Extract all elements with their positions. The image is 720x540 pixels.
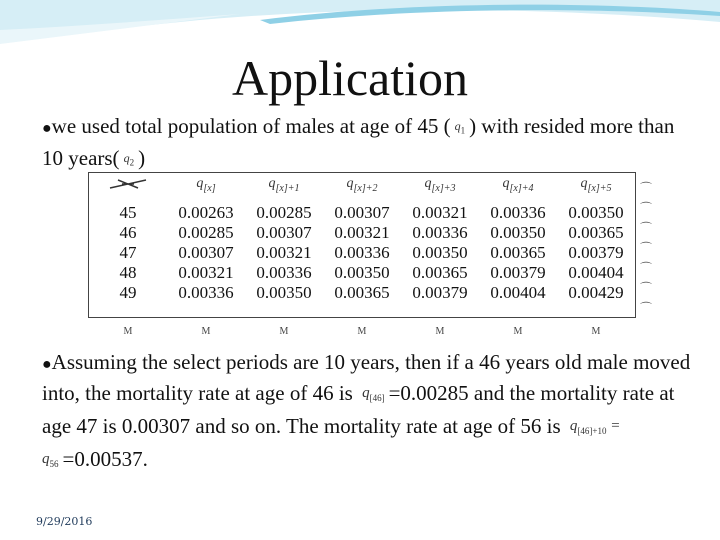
- age-header-symbol: [89, 176, 167, 197]
- mortality-table: [88, 172, 636, 318]
- table-cell: 0.00321: [178, 263, 234, 282]
- bullet1-text-c: ): [138, 146, 146, 171]
- rate-column-5: [557, 173, 635, 319]
- side-mark: ⌒: [640, 201, 653, 215]
- table-cell: 0.00365: [490, 243, 546, 262]
- table-side-marks: [640, 178, 654, 318]
- side-mark: ⌒: [640, 221, 653, 235]
- table-cell: 0.00336: [334, 243, 390, 262]
- table-cell: 0.00379: [412, 283, 468, 302]
- column-foot-mark: M: [435, 326, 445, 337]
- table-cell: 0.00263: [178, 203, 234, 222]
- math-q2: $q_2$: [123, 151, 135, 168]
- age-column: [89, 173, 167, 319]
- table-cell: 0.00365: [412, 263, 468, 282]
- column-header: $q_{[x]+5}$: [580, 176, 612, 194]
- math-q46: $q_{[46]}$: [362, 385, 385, 403]
- age-cell: 48: [119, 263, 137, 282]
- bullet2-text-b: =0.00285 and the mortality rate at age 47 is 0.00307 and so on. The mortality rate at age of 56 is: [42, 381, 675, 438]
- table-cell: 0.00285: [256, 203, 312, 222]
- column-header: $q_{[x]}$: [196, 176, 216, 194]
- column-foot-mark: M: [513, 326, 523, 337]
- table-cell: 0.00321: [412, 203, 468, 222]
- table-cell: 0.00350: [490, 223, 546, 242]
- table-cell: 0.00350: [334, 263, 390, 282]
- bullet2-text-a: Assuming the select periods are 10 years, then if a 46 years old male moved into, the mortality rate at age of 46 is: [42, 350, 691, 405]
- table-cell: 0.00379: [568, 243, 624, 262]
- rate-column-4: [479, 173, 557, 319]
- bullet-population: [42, 112, 682, 177]
- table-cell: 0.00429: [568, 283, 624, 302]
- side-mark: ⌒: [640, 261, 653, 275]
- bullet-marker: ●: [42, 356, 52, 373]
- bullet1-text-b: ) with resided more than 10 years(: [42, 114, 675, 171]
- rate-column-2: [323, 173, 401, 319]
- bullet-marker: ●: [42, 120, 52, 137]
- side-mark: ⌒: [640, 181, 653, 195]
- x-symbol-icon: [108, 176, 148, 192]
- table-cell: 0.00336: [412, 223, 468, 242]
- table-cell: 0.00336: [256, 263, 312, 282]
- column-header: $q_{[x]+3}$: [424, 176, 456, 194]
- table-cell: 0.00307: [178, 243, 234, 262]
- slide-title: Application: [231, 50, 469, 106]
- table-cell: 0.00404: [490, 283, 546, 302]
- bullet-select-period: [42, 348, 692, 478]
- column-foot-mark: M: [123, 326, 133, 337]
- math-q1: $q_1$: [454, 119, 466, 136]
- column-foot-mark: M: [279, 326, 289, 337]
- bullet1-text-a: we used total population of males at age of 45 (: [51, 114, 451, 138]
- column-foot-mark: M: [201, 326, 211, 337]
- age-cell: 49: [119, 283, 137, 302]
- table-cell: 0.00350: [568, 203, 624, 222]
- footer-date: 9/29/2016: [36, 515, 93, 528]
- table-cell: 0.00336: [490, 203, 546, 222]
- table-cell: 0.00321: [334, 223, 390, 242]
- rate-column-1: [245, 173, 323, 319]
- table-cell: 0.00365: [334, 283, 390, 302]
- table-cell: 0.00336: [178, 283, 234, 302]
- rate-column-3: [401, 173, 479, 319]
- column-header: $q_{[x]+2}$: [346, 176, 378, 194]
- side-mark: ⌒: [640, 281, 653, 295]
- table-cell: 0.00350: [256, 283, 312, 302]
- table-cell: 0.00365: [568, 223, 624, 242]
- age-cell: 45: [119, 203, 137, 222]
- table-cell: 0.00379: [490, 263, 546, 282]
- side-mark: ⌒: [640, 241, 653, 255]
- age-cell: 46: [119, 223, 137, 242]
- side-mark: ⌒: [640, 301, 653, 315]
- column-header: $q_{[x]+4}$: [502, 176, 534, 194]
- age-values: [89, 203, 167, 303]
- table-cell: 0.00350: [412, 243, 468, 262]
- table-cell: 0.00321: [256, 243, 312, 262]
- bullet2-text-c: =0.00537.: [62, 447, 148, 471]
- table-cell: 0.00307: [256, 223, 312, 242]
- column-foot-mark: M: [591, 326, 601, 337]
- math-q46-10: $q_{[46]+10} = q_{56}$: [42, 418, 621, 469]
- column-header: $q_{[x]+1}$: [268, 176, 300, 194]
- table-cell: 0.00285: [178, 223, 234, 242]
- rate-column-0: [167, 173, 245, 319]
- age-cell: 47: [119, 243, 137, 262]
- table-cell: 0.00307: [334, 203, 390, 222]
- table-cell: 0.00404: [568, 263, 624, 282]
- column-foot-mark: M: [357, 326, 367, 337]
